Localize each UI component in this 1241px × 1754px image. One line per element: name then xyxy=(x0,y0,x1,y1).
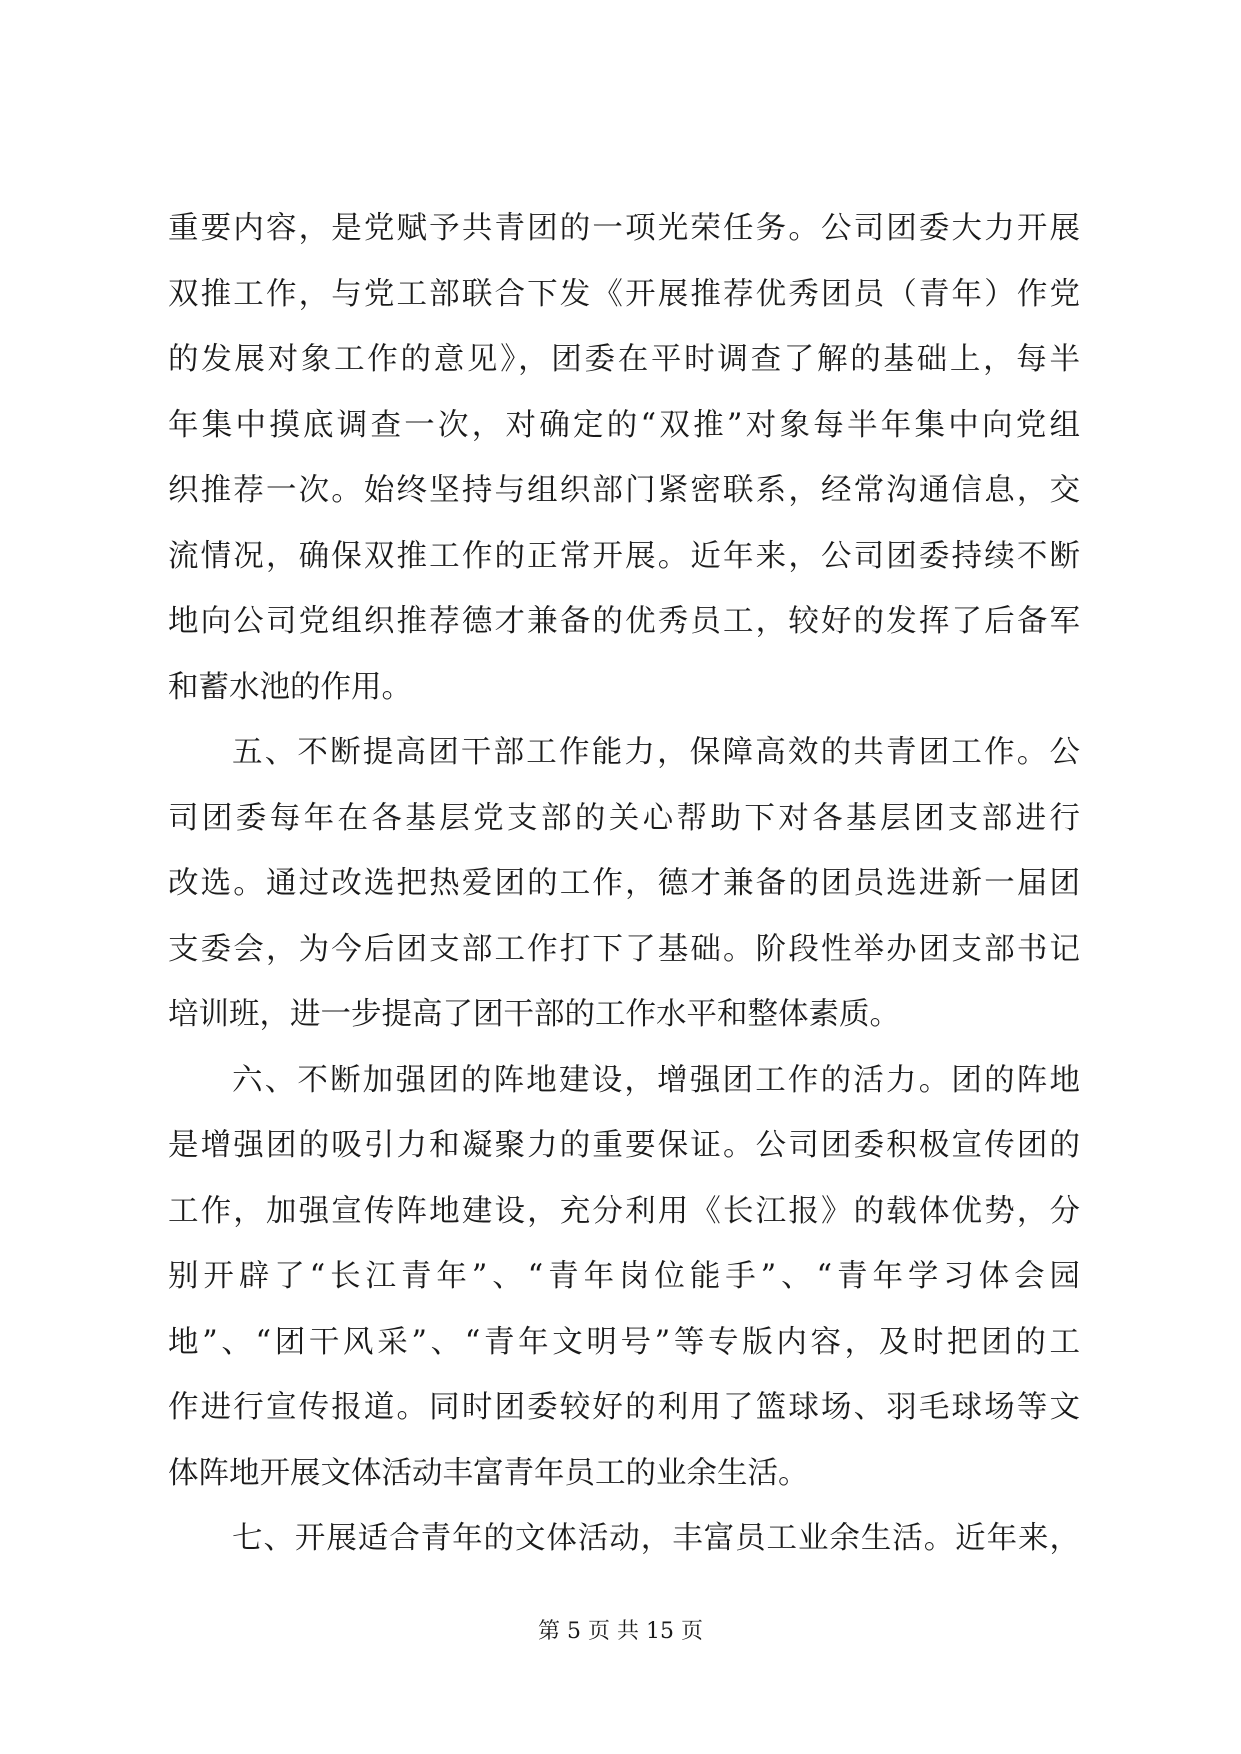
body-line: 体阵地开展文体活动丰富青年员工的业余生活。 xyxy=(168,1455,809,1491)
section-heading-line: 五、不断提高团干部工作能力，保障高效的共青团工作。公 xyxy=(232,735,1080,770)
section-heading-line: 七、开展适合青年的文体活动，丰富员工业余生活。近年来， xyxy=(232,1521,1080,1556)
body-line: 工作，加强宣传阵地建设，充分利用《长江报》的载体优势，分 xyxy=(168,1193,1080,1229)
body-line: 年集中摸底调查一次，对确定的“双推”对象每半年集中向党组 xyxy=(168,407,1080,443)
body-line: 作进行宣传报道。同时团委较好的利用了篮球场、羽毛球场等文 xyxy=(168,1390,1080,1425)
section-heading-line: 六、不断加强团的阵地建设，增强团工作的活力。团的阵地 xyxy=(232,1062,1080,1098)
page-number: 第 5 页 共 15 页 xyxy=(538,1619,703,1644)
body-line: 的发展对象工作的意见》，团委在平时调查了解的基础上，每半 xyxy=(168,342,1080,377)
body-line: 和蓄水池的作用。 xyxy=(168,669,412,705)
body-line: 地”、“团干风采”、“青年文明号”等专版内容，及时把团的工 xyxy=(168,1324,1080,1360)
body-line: 别开辟了“长江青年”、“青年岗位能手”、“青年学习体会园 xyxy=(168,1259,1080,1294)
body-line: 改选。通过改选把热爱团的工作，德才兼备的团员选进新一届团 xyxy=(168,866,1080,901)
body-line: 培训班，进一步提高了团干部的工作水平和整体素质。 xyxy=(168,997,900,1032)
body-line: 司团委每年在各基层党支部的关心帮助下对各基层团支部进行 xyxy=(168,800,1080,836)
body-line: 重要内容，是党赋予共青团的一项光荣任务。公司团委大力开展 xyxy=(168,211,1080,246)
body-line: 支委会，为今后团支部工作打下了基础。阶段性举办团支部书记 xyxy=(168,931,1080,967)
body-line: 地向公司党组织推荐德才兼备的优秀员工，较好的发挥了后备军 xyxy=(168,604,1080,639)
body-line: 双推工作，与党工部联合下发《开展推荐优秀团员（青年）作党 xyxy=(168,276,1080,312)
document-body xyxy=(168,196,1080,1572)
body-line: 流情况，确保双推工作的正常开展。近年来，公司团委持续不断 xyxy=(168,538,1080,574)
body-line: 织推荐一次。始终坚持与组织部门紧密联系，经常沟通信息，交 xyxy=(168,473,1080,508)
body-line: 是增强团的吸引力和凝聚力的重要保证。公司团委积极宣传团的 xyxy=(168,1128,1080,1163)
